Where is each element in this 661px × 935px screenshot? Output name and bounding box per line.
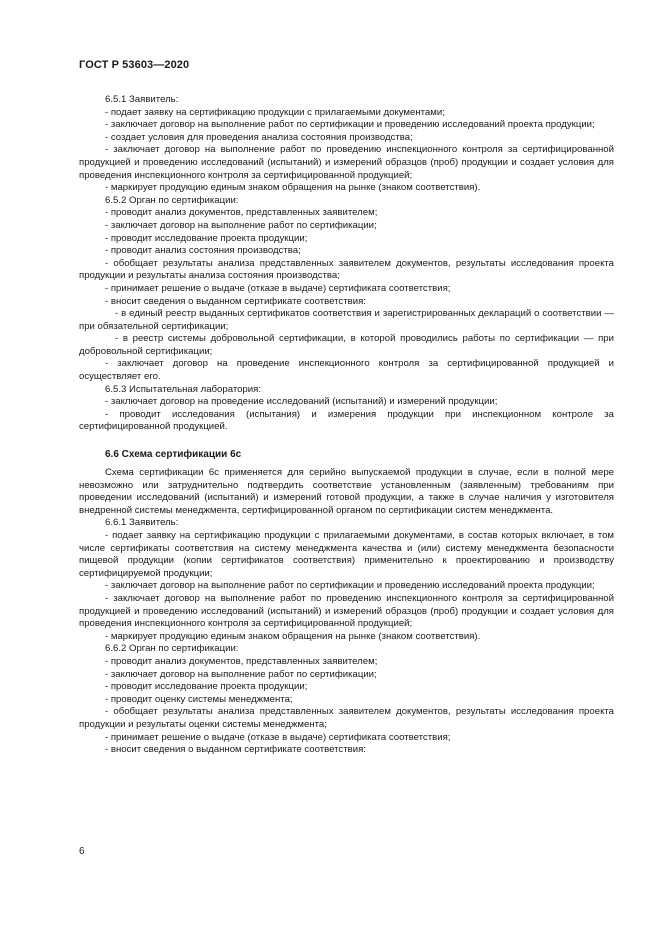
sub-list-item: - в единый реестр выданных сертификатов соответствия и зарегистрированных деклараций о соответствии — при обязательной сертификации; <box>79 308 614 332</box>
list-item: - маркирует продукцию единым знаком обращения на рынке (знаком соответствия). <box>105 630 481 642</box>
list-item: - проводит оценку системы менеджмента; <box>105 693 293 705</box>
list-item: - заключает договор на выполнение работ по сертификации и проведению исследований проекта продукции; <box>105 119 595 131</box>
list-item: - обобщает результаты анализа представленных заявителем документов, результаты исследования проекта продукции и результаты анализа состояния производства; <box>79 257 614 282</box>
clause-6-6-2: 6.6.2 Орган по сертификации: <box>105 643 239 655</box>
list-item: - принимает решение о выдаче (отказе в выдаче) сертификата соответствия; <box>105 282 451 294</box>
list-item: - создает условия для проведения анализа состояния производства; <box>105 131 413 143</box>
list-item: - заключает договор на проведение инспекционного контроля за сертифицированной продукцией и осуществляет его. <box>79 358 614 383</box>
section-spacer <box>79 434 614 448</box>
clause-6-5-1: 6.5.1 Заявитель: <box>105 94 179 105</box>
list-item: - проводит анализ документов, представленных заявителем; <box>105 655 378 667</box>
list-item: - проводит исследование проекта продукции; <box>105 232 308 244</box>
list-item: - заключает договор на выполнение работ по сертификации; <box>105 668 377 680</box>
list-item: - заключает договор на выполнение работ по сертификации и проведению исследований проекта продукции; <box>105 580 595 592</box>
list-item: - вносит сведения о выданном сертификате соответствия: <box>105 295 366 307</box>
section-heading-6-6: 6.6 Схема сертификации 6с <box>105 449 242 461</box>
paragraph: Схема сертификации 6с применяется для серийно выпускаемой продукции в случае, если в полной мере невозможно или затруднительно подтвердить соответствие установленным (заявленным) требованиям при проведении исследований (испытаний) и измерений готовой продукции, а также в случае наличия у изготовителя внедренной системы менеджмента, сертифицированной органом по сертификации систем менеджмента. <box>79 467 614 516</box>
clause-6-6-1: 6.6.1 Заявитель: <box>105 517 179 529</box>
clause-6-5-3: 6.5.3 Испытательная лаборатория: <box>105 383 261 395</box>
sub-list-item: - в реестр системы добровольной сертификации, в которой проводились работы по сертификации — при добровольной сертификации; <box>79 333 614 357</box>
list-item: - проводит исследования (испытания) и измерения продукции при инспекционном контроле за сертифицированной продукцией. <box>79 408 614 433</box>
list-item: - принимает решение о выдаче (отказе в выдаче) сертификата соответствия; <box>105 731 451 743</box>
list-item: - проводит анализ документов, представленных заявителем; <box>105 207 378 219</box>
list-item: - проводит исследование проекта продукции; <box>105 681 308 693</box>
list-item: - подает заявку на сертификацию продукции с прилагаемыми документами; <box>105 106 445 118</box>
page-number: 6 <box>79 846 85 857</box>
list-item: - подает заявку на сертификацию продукции с прилагаемыми документами, в состав которых включает, в том числе сертификаты соответствия на систему менеджмента качества и (или) систему менеджмента безопасности пищевой продукции (копии сертификатов соответствия) применительно к проектированию и производству сертифицируемой продукции; <box>79 530 614 579</box>
list-item: - заключает договор на выполнение работ по проведению инспекционного контроля за сертифицированной продукцией и проведению исследований (испытаний) и измерений образцов (проб) продукции и создает условия для проведения инспекционного контроля за сертифицированной продукцией; <box>79 592 614 630</box>
list-item: - заключает договор на проведение исследований (испытаний) и измерений продукции; <box>105 396 498 408</box>
list-item: - вносит сведения о выданном сертификате соответствия: <box>105 744 366 756</box>
list-item: - заключает договор на выполнение работ по сертификации; <box>105 219 377 231</box>
list-item: - обобщает результаты анализа представленных заявителем документов, результаты исследования проекта продукции и результаты оценки системы менеджмента; <box>79 706 614 730</box>
page-body <box>79 94 614 757</box>
clause-6-5-2: 6.5.2 Орган по сертификации: <box>105 194 239 206</box>
document-header: ГОСТ Р 53603—2020 <box>79 59 190 71</box>
list-item: - маркирует продукцию единым знаком обращения на рынке (знаком соответствия). <box>105 182 481 194</box>
list-item: - проводит анализ состояния производства; <box>105 245 301 257</box>
list-item: - заключает договор на выполнение работ по проведению инспекционного контроля за сертифицированной продукцией и проведению исследований (испытаний) и измерений образцов (проб) продукции и создает условия для проведения инспекционного контроля за сертифицированной продукцией; <box>79 144 614 181</box>
